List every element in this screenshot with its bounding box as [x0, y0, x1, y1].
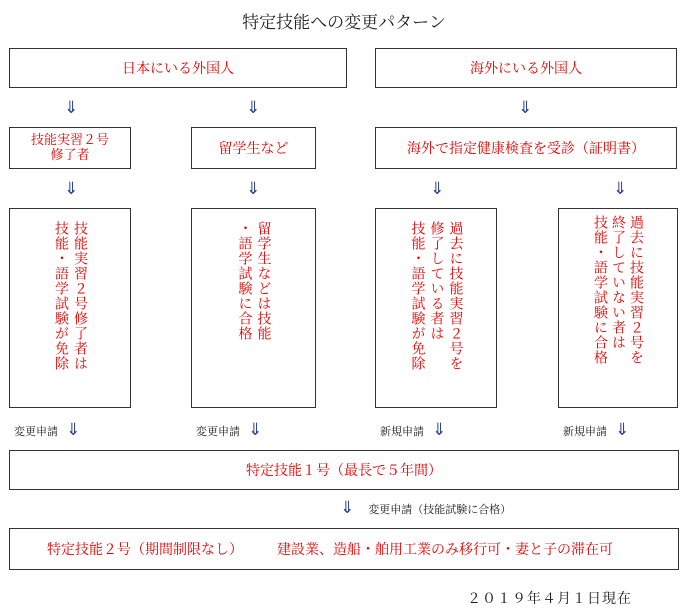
ssw1-box	[9, 450, 679, 490]
intern-completed-box	[9, 127, 131, 169]
ssw2-transition-label: 変更申請（技能試験に合格）	[368, 502, 512, 516]
change-application-label: 変更申請	[14, 424, 58, 438]
japan-foreigners-box	[9, 48, 347, 88]
arrow-down-icon: ⇓	[518, 98, 533, 118]
arrow-down-icon: ⇓	[246, 98, 261, 118]
students-box	[191, 127, 316, 169]
intern-exemption-box	[9, 208, 131, 408]
not-completed-exam-box	[558, 208, 678, 408]
ssw2-detail: 建設業、造船・舶用工業のみ移行可・妻と子の滞在可	[277, 542, 613, 558]
change-application-label: 変更申請	[196, 424, 240, 438]
arrow-down-icon: ⇓	[64, 98, 79, 118]
arrow-down-icon: ⇓	[248, 420, 263, 440]
overseas-health-check-box	[375, 127, 677, 169]
not-completed-exam-text: 過去に技能実習２号を 終了していない者は 技能・語学試験に合格	[592, 215, 644, 365]
ssw2-transition	[340, 500, 511, 517]
arrow-down-icon: ⇓	[613, 179, 628, 199]
overseas-foreigners-box	[375, 48, 677, 88]
students-label: 留学生など	[218, 141, 289, 157]
new-application-2	[563, 422, 629, 439]
arrow-down-icon: ⇓	[64, 179, 79, 199]
students-exam-box	[191, 208, 316, 408]
past-intern-exemption-text: 過去に技能実習２号を 修了している者は 技能・語学試験が免除	[409, 221, 464, 371]
new-application-label: 新規申請	[380, 424, 424, 438]
diagram-title: 特定技能への変更パターン	[242, 13, 446, 33]
japan-foreigners-label: 日本にいる外国人	[122, 61, 234, 77]
ssw2-name: 特定技能２号（期間制限なし）	[47, 542, 243, 558]
arrow-down-icon: ⇓	[66, 420, 81, 440]
overseas-foreigners-label: 海外にいる外国人	[470, 61, 582, 77]
arrow-down-icon: ⇓	[430, 179, 445, 199]
arrow-down-icon: ⇓	[615, 420, 630, 440]
as-of-date: ２０１９年４月１日現在	[467, 591, 632, 607]
intern-exemption-text: 技能実習２号修了者は 技能・語学試験が免除	[53, 221, 88, 371]
ssw1-label: 特定技能１号（最長で５年間）	[246, 463, 442, 479]
new-application-label: 新規申請	[563, 424, 607, 438]
change-application-2	[196, 422, 262, 439]
new-application-1	[380, 422, 446, 439]
overseas-health-check-label: 海外で指定健康検査を受診（証明書）	[407, 141, 645, 157]
past-intern-exemption-box	[375, 208, 497, 408]
change-application-1	[14, 422, 80, 439]
arrow-down-icon: ⇓	[340, 498, 355, 518]
intern-completed-label: 技能実習２号 修了者	[30, 133, 109, 163]
arrow-down-icon: ⇓	[432, 420, 447, 440]
arrow-down-icon: ⇓	[246, 179, 261, 199]
students-exam-text: 留学生などは技能 ・語学試験に合格	[236, 221, 272, 341]
ssw2-box	[9, 528, 679, 570]
